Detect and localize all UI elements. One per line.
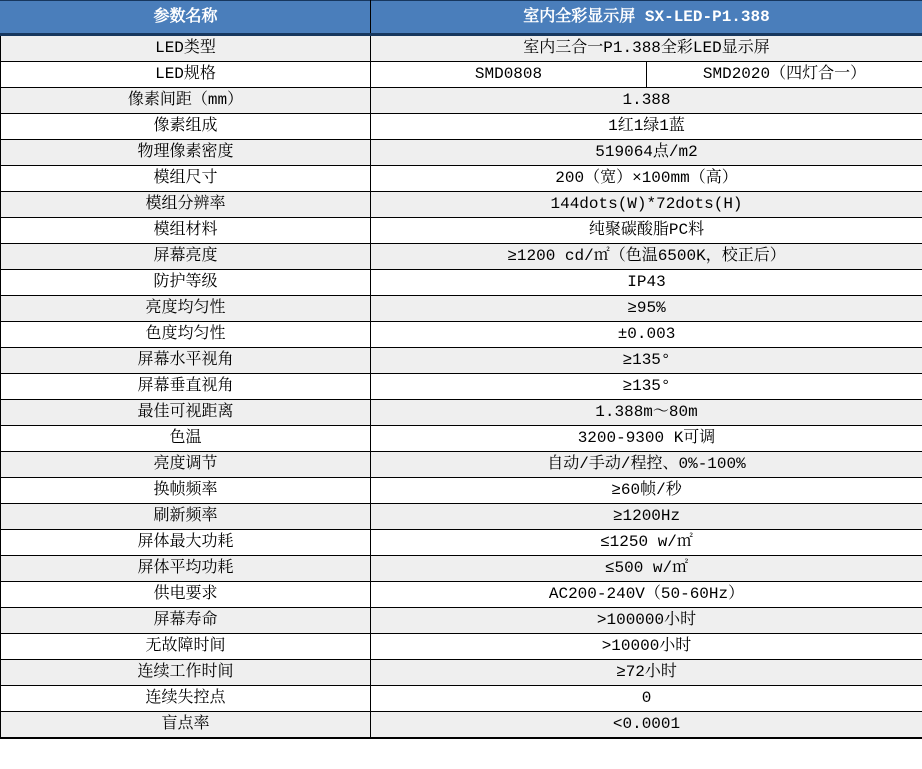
- param-label-cell: 亮度均匀性: [1, 296, 371, 322]
- param-label-cell: 刷新频率: [1, 504, 371, 530]
- param-value-cell: ≥1200 cd/㎡（色温6500K，校正后）: [371, 244, 922, 270]
- table-row: [1, 62, 922, 88]
- param-label-cell: 模组分辨率: [1, 192, 371, 218]
- param-value-cell: 1.388: [371, 88, 922, 114]
- param-label-cell: 最佳可视距离: [1, 400, 371, 426]
- param-value-cell: 纯聚碳酸脂PC料: [371, 218, 922, 244]
- param-label-cell: 换帧频率: [1, 478, 371, 504]
- table-row: [1, 218, 922, 244]
- table-row: [1, 322, 922, 348]
- param-label-cell: LED规格: [1, 62, 371, 88]
- table-row: [1, 426, 922, 452]
- product-title-header: 室内全彩显示屏 SX-LED-P1.388: [371, 1, 922, 35]
- table-row: [1, 608, 922, 634]
- table-row: [1, 192, 922, 218]
- param-label-cell: 无故障时间: [1, 634, 371, 660]
- param-label-cell: 屏体平均功耗: [1, 556, 371, 582]
- table-row: [1, 556, 922, 582]
- param-label-cell: LED类型: [1, 35, 371, 62]
- table-row: [1, 140, 922, 166]
- param-value-cell: 室内三合一P1.388全彩LED显示屏: [371, 35, 922, 62]
- header-row: [1, 1, 922, 35]
- param-value-cell: SMD0808: [371, 62, 647, 88]
- table-row: [1, 530, 922, 556]
- table-row: [1, 270, 922, 296]
- param-value-cell: 144dots(W)*72dots(H): [371, 192, 922, 218]
- spec-table-body: [1, 35, 922, 739]
- table-row: [1, 166, 922, 192]
- param-label-cell: 供电要求: [1, 582, 371, 608]
- param-value-cell: SMD2020（四灯合一）: [647, 62, 922, 88]
- param-name-header: 参数名称: [1, 1, 371, 35]
- table-row: [1, 504, 922, 530]
- param-value-cell: 1红1绿1蓝: [371, 114, 922, 140]
- param-value-cell: 0: [371, 686, 922, 712]
- param-value-cell: >100000小时: [371, 608, 922, 634]
- param-label-cell: 屏幕寿命: [1, 608, 371, 634]
- param-label-cell: 防护等级: [1, 270, 371, 296]
- param-label-cell: 模组尺寸: [1, 166, 371, 192]
- table-row: [1, 244, 922, 270]
- param-value-cell: 519064点/m2: [371, 140, 922, 166]
- param-label-cell: 像素组成: [1, 114, 371, 140]
- param-label-cell: 盲点率: [1, 712, 371, 739]
- param-label-cell: 色度均匀性: [1, 322, 371, 348]
- param-value-cell: ≥135°: [371, 374, 922, 400]
- param-value-cell: ≥135°: [371, 348, 922, 374]
- param-value-cell: ≥1200Hz: [371, 504, 922, 530]
- param-value-cell: IP43: [371, 270, 922, 296]
- param-value-cell: 1.388m～80m: [371, 400, 922, 426]
- table-row: [1, 712, 922, 739]
- param-value-cell: ≥60帧/秒: [371, 478, 922, 504]
- table-row: [1, 35, 922, 62]
- table-row: [1, 686, 922, 712]
- param-value-cell: 3200-9300 K可调: [371, 426, 922, 452]
- table-row: [1, 452, 922, 478]
- table-row: [1, 634, 922, 660]
- param-value-cell: 自动/手动/程控、0%-100%: [371, 452, 922, 478]
- param-label-cell: 亮度调节: [1, 452, 371, 478]
- table-row: [1, 660, 922, 686]
- param-value-cell: ≥95%: [371, 296, 922, 322]
- param-value-cell: ≤500 w/㎡: [371, 556, 922, 582]
- param-value-cell: 200（宽）×100mm（高）: [371, 166, 922, 192]
- param-label-cell: 物理像素密度: [1, 140, 371, 166]
- param-label-cell: 连续失控点: [1, 686, 371, 712]
- param-label-cell: 屏体最大功耗: [1, 530, 371, 556]
- param-label-cell: 屏幕水平视角: [1, 348, 371, 374]
- table-row: [1, 114, 922, 140]
- table-row: [1, 348, 922, 374]
- param-label-cell: 屏幕垂直视角: [1, 374, 371, 400]
- param-value-cell: ±0.003: [371, 322, 922, 348]
- param-label-cell: 连续工作时间: [1, 660, 371, 686]
- param-label-cell: 模组材料: [1, 218, 371, 244]
- param-label-cell: 屏幕亮度: [1, 244, 371, 270]
- table-row: [1, 582, 922, 608]
- param-value-cell: >10000小时: [371, 634, 922, 660]
- table-row: [1, 374, 922, 400]
- table-row: [1, 478, 922, 504]
- table-row: [1, 88, 922, 114]
- param-label-cell: 像素间距（mm）: [1, 88, 371, 114]
- table-row: [1, 400, 922, 426]
- param-value-cell: <0.0001: [371, 712, 922, 739]
- param-label-cell: 色温: [1, 426, 371, 452]
- table-row: [1, 296, 922, 322]
- param-value-cell: AC200-240V（50-60Hz）: [371, 582, 922, 608]
- param-value-cell: ≤1250 w/㎡: [371, 530, 922, 556]
- param-value-cell: ≥72小时: [371, 660, 922, 686]
